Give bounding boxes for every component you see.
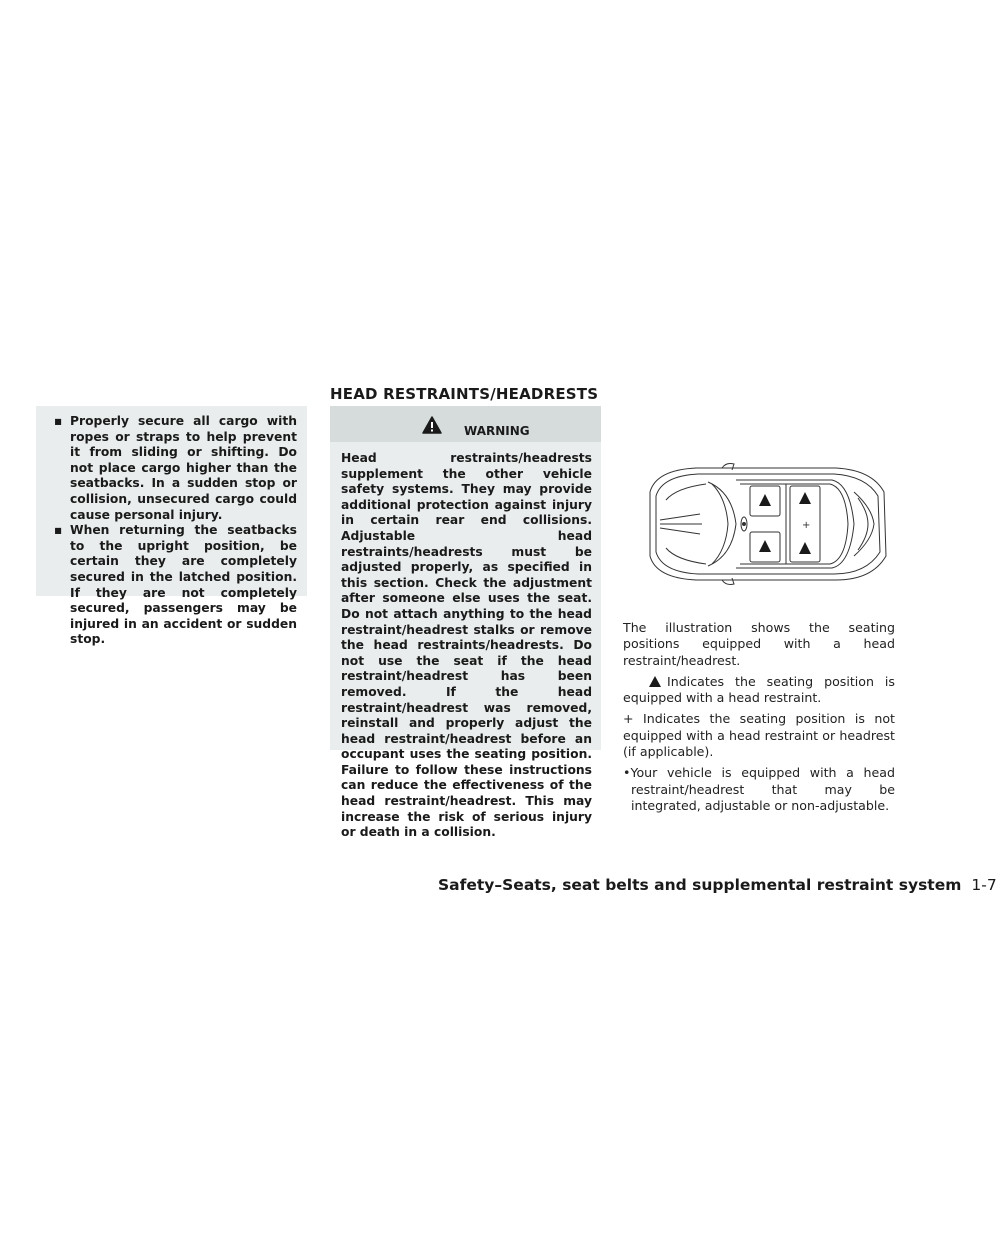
not-equipped-legend: + Indicates the seating position is not equipped with a head restraint or headrest (if applicable). <box>623 711 895 760</box>
seating-position-illustration <box>636 462 890 586</box>
warning-panel <box>330 406 601 840</box>
list-item <box>48 523 297 648</box>
page-footer <box>438 876 997 894</box>
warning-label: WARNING <box>464 424 530 438</box>
vehicle-note <box>623 765 895 814</box>
warning-triangle-icon <box>422 416 442 434</box>
bullet-icon: ▪ <box>54 523 63 538</box>
bullet-icon: • <box>623 765 631 781</box>
list-item <box>48 414 297 523</box>
page-number: 1-7 <box>971 876 997 894</box>
illustration-intro: The illustration shows the seating positions equipped with a head restraint/headrest. <box>623 620 895 668</box>
right-column-text <box>623 620 895 819</box>
section-title: HEAD RESTRAINTS/HEADRESTS <box>330 385 599 403</box>
no-restraint-plus: + <box>802 520 811 531</box>
caution-list <box>48 414 297 648</box>
equipped-legend <box>623 674 895 707</box>
bullet-icon: ▪ <box>54 414 63 428</box>
vehicle-note-text: Your vehicle is equipped with a head restraint/headrest that may be integrated, adjustable or non-adjustable. <box>630 765 895 813</box>
restraint-triangle-icon <box>649 676 661 687</box>
footer-section-title: Safety–Seats, seat belts and supplemental restraint system <box>438 876 962 894</box>
equipped-text: Indicates the seating position is equipped with a head restraint. <box>623 673 895 706</box>
caution-text: Properly secure all cargo with ropes or straps to help prevent it from sliding or shifting. Do not place cargo higher than the seatbacks. In a sudden stop or collision, unsecured cargo could cause personal injury. <box>70 414 297 522</box>
warning-header <box>330 406 601 442</box>
warning-text: Head restraints/headrests supplement the other vehicle safety systems. They may provide additional protection against injury in certain rear end collisions. Adjustable head restraints/headrests must be adjusted properly, as specified in this section. Check the adjustment after someone else uses the seat. Do not attach anything to the head restraint/headrest stalks or remove the head restraints/headrests. Do not use the seat if the head restraint/headrest has been removed. If the head restraint/headrest was removed, reinstall and properly adjust the head restraint/headrest before an occupant uses the seating position. Failure to follow these instructions can reduce the effectiveness of the head restraint/headrest. This may increase the risk of serious injury or death in a collision. <box>341 451 592 840</box>
cargo-caution-panel <box>36 406 307 647</box>
caution-text: When returning the seatbacks to the upright position, be certain they are completely secured in the latched position. If they are not completely secured, passengers may be injured in an accident or sudden stop. <box>70 523 297 647</box>
